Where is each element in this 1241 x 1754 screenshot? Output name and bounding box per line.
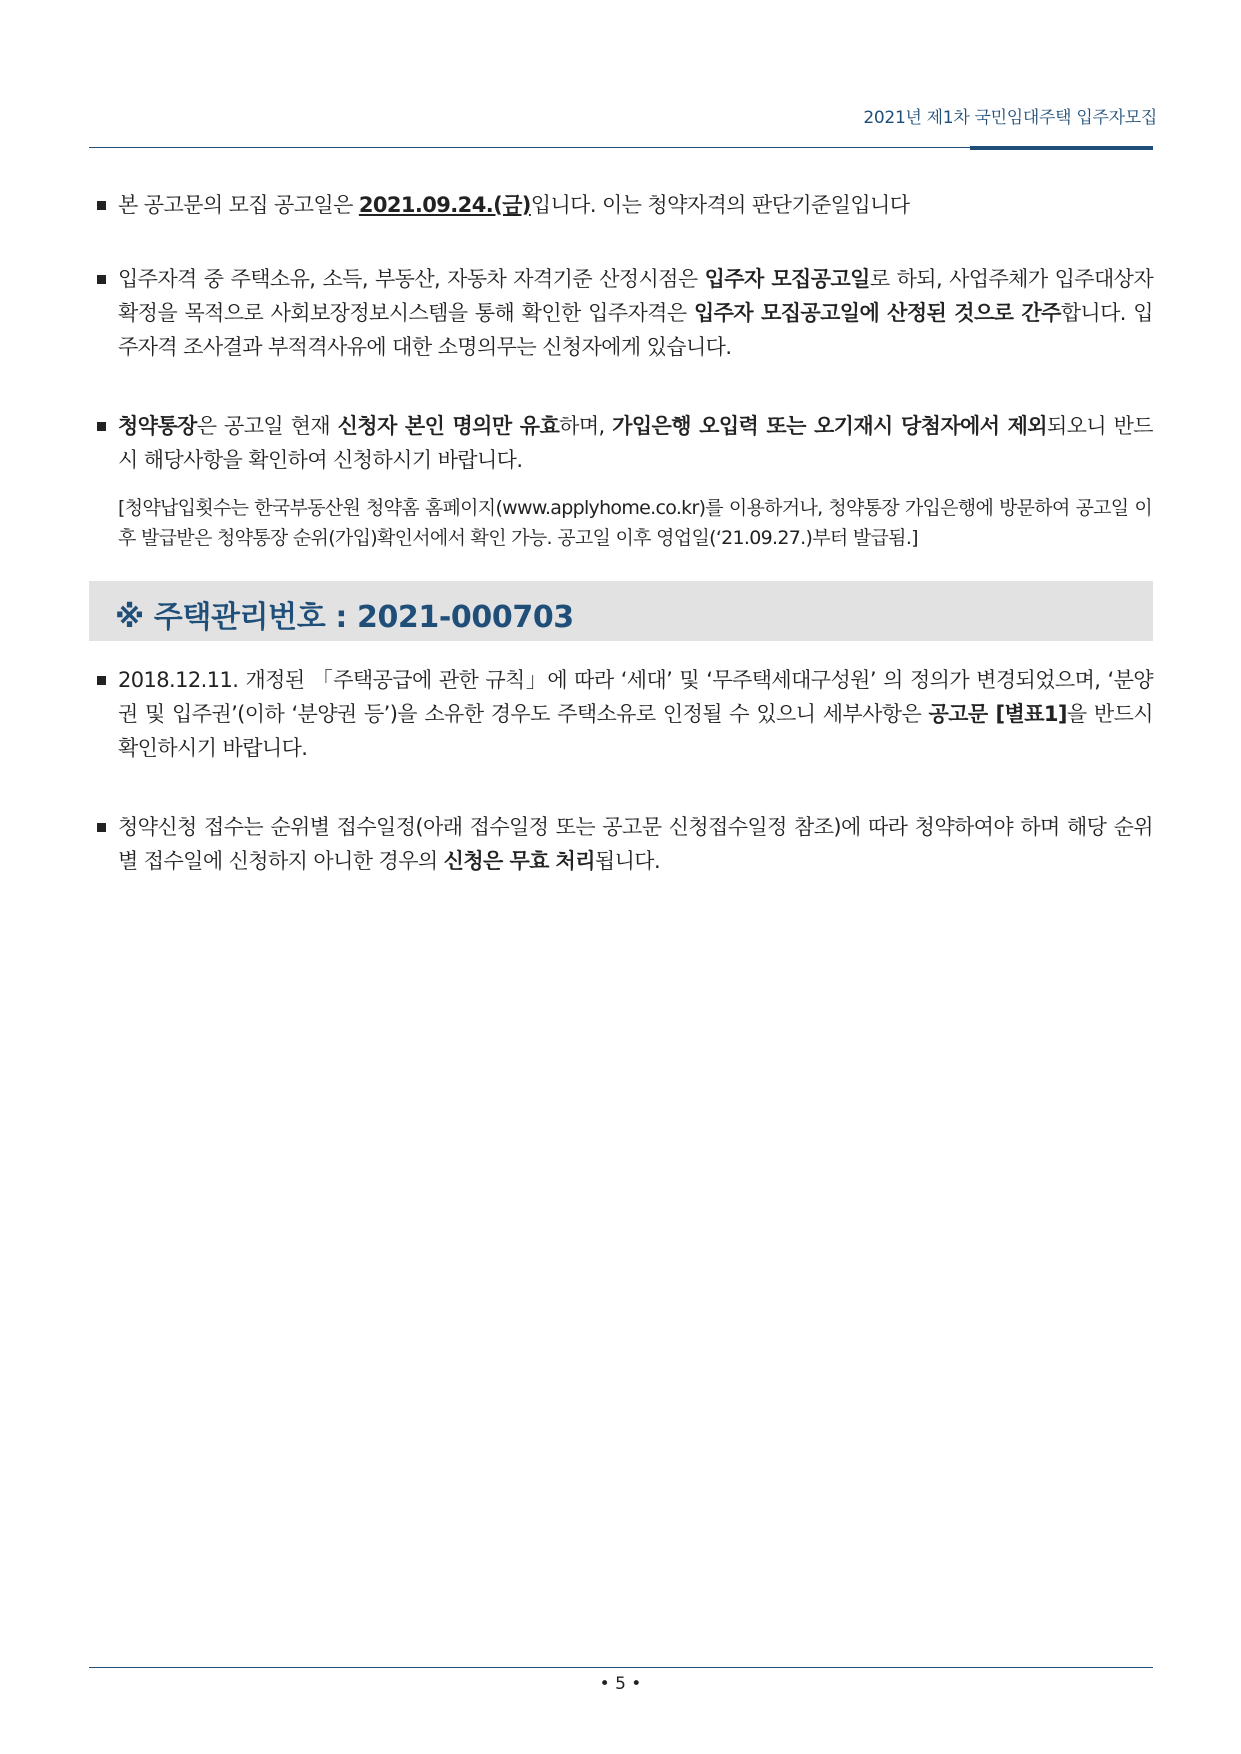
page-number: • 5 •: [599, 1674, 642, 1694]
bullet-item-announcement-date: [97, 188, 1153, 222]
header-rule-accent: [970, 146, 1153, 150]
square-bullet-icon: [97, 201, 106, 210]
footer-rule: [89, 1667, 1153, 1668]
bullet-text: 청약신청 접수는 순위별 접수일정(아래 접수일정 또는 공고문 신청접수일정 참조)에 따라 청약하여야 하며 해당 순위별 접수일에 신청하지 아니한 경우의 신청은 무효 처리됩니다.: [118, 815, 1153, 873]
bullet-item-savings-account: [97, 409, 1153, 477]
savings-account-note: [청약납입횟수는 한국부동산원 청약홈 홈페이지(www.applyhome.co.kr)를 이용하거나, 청약통장 가입은행에 방문하여 공고일 이후 발급받은 청약통장 순위(가입)확인서에서 확인 가능. 공고일 이후 영업일(‘21.09.27.)부터 발급됨.]: [118, 497, 1152, 549]
square-bullet-icon: [97, 422, 106, 431]
square-bullet-icon: [97, 823, 106, 832]
header-title: 2021년 제1차 국민임대주택 입주자모집: [863, 108, 1157, 128]
bullet-text: 2018.12.11. 개정된 「주택공급에 관한 규칙」에 따라 ‘세대’ 및 ‘무주택세대구성원’ 의 정의가 변경되었으며, ‘분양권 및 입주권’(이하 ‘분양권 등’)을 소유한 경우도 주택소유로 인정될 수 있으니 세부사항은 공고문 [별표1]을 반드시 확인하시기 바랍니다.: [118, 668, 1153, 760]
bullet-item-eligibility-basis: [97, 262, 1153, 364]
square-bullet-icon: [97, 676, 106, 685]
bullet-text: 청약통장은 공고일 현재 신청자 본인 명의만 유효하며, 가입은행 오입력 또는 오기재시 당첨자에서 제외되오니 반드시 해당사항을 확인하여 신청하시기 바랍니다.: [118, 414, 1153, 472]
housing-number-label: ※ 주택관리번호 : 2021-000703: [115, 600, 574, 635]
housing-number-banner: [89, 581, 1153, 641]
bullet-item-application-schedule: [97, 810, 1153, 878]
bullet-text: 본 공고문의 모집 공고일은 2021.09.24.(금)입니다. 이는 청약자격의 판단기준일입니다: [118, 193, 910, 217]
announcement-date: 2021.09.24.(금): [358, 193, 531, 217]
square-bullet-icon: [97, 275, 106, 284]
bullet-text: 입주자격 중 주택소유, 소득, 부동산, 자동차 자격기준 산정시점은 입주자 모집공고일로 하되, 사업주체가 입주대상자 확정을 목적으로 사회보장정보시스템을 통해 확인한 입주자격은 입주자 모집공고일에 산정된 것으로 간주합니다. 입주자격 조사결과 부적격사유에 대한 소명의무는 신청자에게 있습니다.: [118, 267, 1154, 359]
bullet-item-rule-amendment: [97, 663, 1153, 765]
